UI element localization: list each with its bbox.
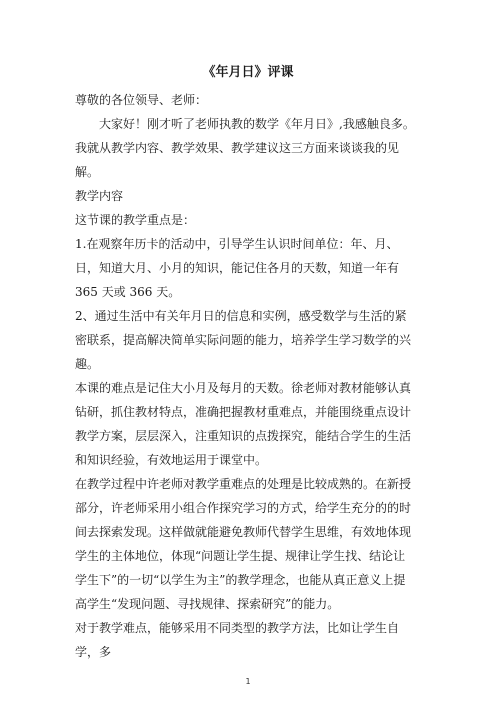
difficulty-paragraph: 本课的难点是记住大小月及每月的天数。徐老师对教材能够认真钻研，抓住教材特点，准确把握教材重难点，并能围绕重点设计教学方案，层层深入，注重知识的点拨探究，能结合学生的生活和知识经验，有效地运用于课堂中。	[75, 381, 412, 467]
last-paragraph: 对于教学难点，能够采用不同类型的教学方法，比如让学生自学，多	[75, 621, 400, 659]
key-points-heading: 这节课的教学重点是：	[75, 213, 196, 227]
page-number: 1	[245, 677, 251, 686]
process-paragraph: 在教学过程中许老师对教学重难点的处理是比较成熟的。在新授部分，许老师采用小组合作探究学习的方式，给学生充分的的时间去探索发现。这样做就能避免教师代替学生思维，有效地体现学生的主体地位，体现“问题让学生提、规律让学生找、结论让学生下”的一切“以学生为主”的教学理念，也能从真正意义上提高学生“发现问题、寻找规律、探索研究”的能力。	[75, 477, 412, 611]
key-point-1: 1.在观察年历卡的活动中，引导学生认识时间单位：年、月、日，知道大月、小月的知识，能记住各月的天数，知道一年有 365 天或 366 天。	[75, 237, 400, 299]
salutation: 尊敬的各位领导、老师：	[75, 93, 208, 107]
document-title: 《年月日》评课	[202, 65, 294, 80]
document-body	[75, 88, 417, 664]
intro-paragraph: 大家好！刚才听了老师执教的数学《年月日》,我感触良多。我就从教学内容、教学效果、教学建议这三方面来谈谈我的见解。	[75, 117, 415, 179]
key-point-2: 2、通过生活中有关年月日的信息和实例，感受数学与生活的紧密联系，提高解决简单实际问题的能力，培养学生学习数学的兴趣。	[75, 309, 412, 371]
section-heading-content: 教学内容	[75, 189, 124, 203]
